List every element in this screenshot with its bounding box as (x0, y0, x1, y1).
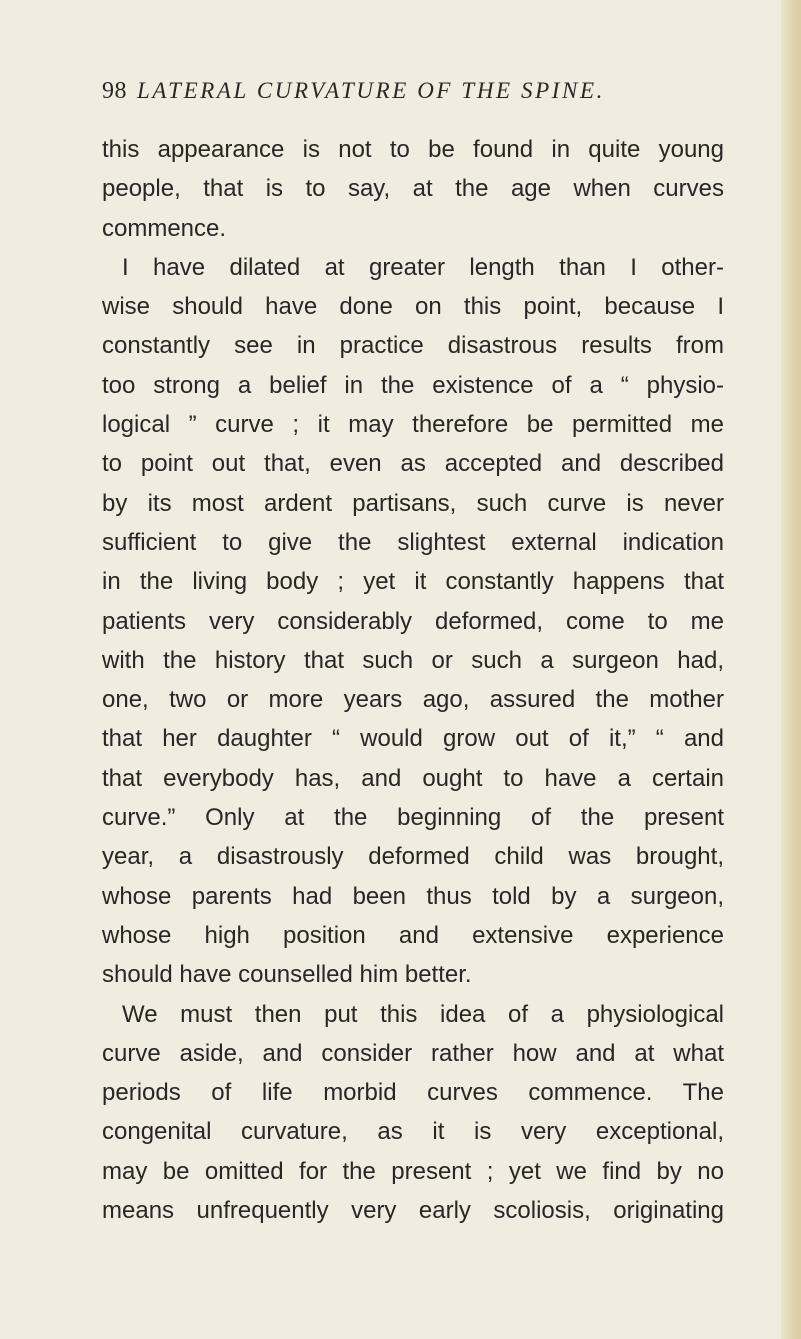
text-line: sufficient to give the slightest external indication (102, 528, 724, 556)
text-line: logical ” curve ; it may therefore be permitted me (102, 411, 724, 439)
text-line: whose parents had been thus told by a surgeon, (102, 882, 724, 910)
running-head (102, 78, 722, 110)
page-edge-shadow (781, 0, 801, 1339)
text-line: constantly see in practice disastrous results from (102, 332, 724, 360)
text-line: too strong a belief in the existence of a “ physio- (102, 371, 724, 399)
text-line: commence. (102, 214, 227, 242)
text-line: periods of life morbid curves commence. The (102, 1079, 724, 1107)
text-line: year, a disastrously deformed child was brought, (102, 843, 724, 871)
text-line: patients very considerably deformed, come to me (102, 607, 724, 635)
text-line: I have dilated at greater length than I other- (122, 253, 724, 281)
text-line: that her daughter “ would grow out of it,” “ and (102, 725, 724, 753)
page-number: 98 (102, 78, 127, 104)
text-line: should have counselled him better. (102, 961, 472, 989)
text-line: may be omitted for the present ; yet we find by no (102, 1157, 724, 1185)
text-line: We must then put this idea of a physiological (122, 1000, 724, 1028)
text-line: whose high position and extensive experience (102, 921, 724, 949)
text-line: curve.” Only at the beginning of the present (102, 804, 724, 832)
text-line: people, that is to say, at the age when curves (102, 175, 724, 203)
body-text (102, 130, 724, 1230)
text-line: by its most ardent partisans, such curve is never (102, 489, 724, 517)
text-line: this appearance is not to be found in quite young (102, 136, 724, 163)
text-line: to point out that, even as accepted and described (102, 450, 724, 478)
text-line: with the history that such or such a surgeon had, (102, 646, 724, 674)
text-line: curve aside, and consider rather how and at what (102, 1039, 724, 1067)
text-line: congenital curvature, as it is very exceptional, (102, 1118, 724, 1146)
text-line: one, two or more years ago, assured the mother (102, 686, 724, 714)
text-line: wise should have done on this point, because I (102, 293, 724, 321)
text-line: that everybody has, and ought to have a certain (102, 764, 724, 792)
text-line: means unfrequently very early scoliosis, originating (102, 1197, 724, 1225)
text-line: in the living body ; yet it constantly happens that (102, 568, 724, 596)
running-title: LATERAL CURVATURE OF THE SPINE. (137, 78, 605, 103)
